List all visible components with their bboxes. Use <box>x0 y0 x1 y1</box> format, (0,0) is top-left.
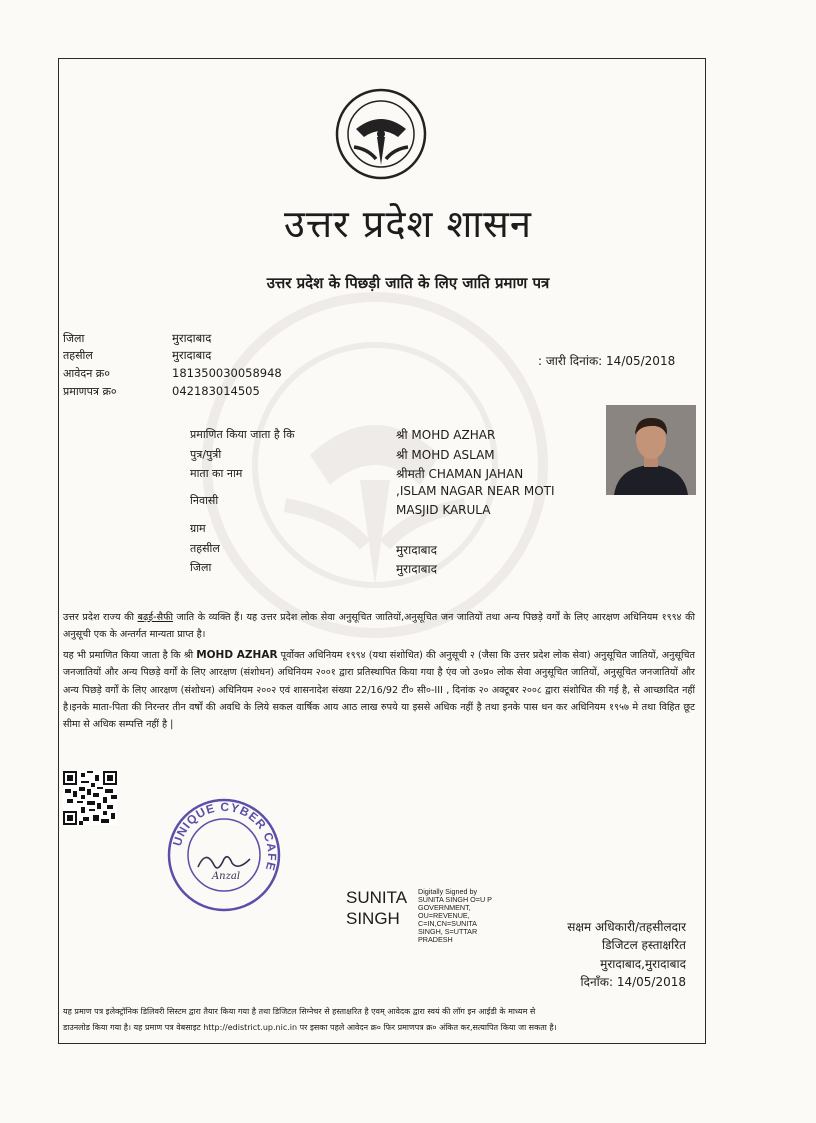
issue-date <box>538 352 675 369</box>
signer-name-line-2: SINGH <box>346 909 400 928</box>
resident-label: निवासी <box>190 494 219 507</box>
signature-info-line: SUNITA SINGH O=U P <box>418 895 492 904</box>
signature-info-line: GOVERNMENT, <box>418 903 471 912</box>
signature-info-line: PRADESH <box>418 935 453 944</box>
field-district-label: जिला <box>190 561 212 574</box>
main-title: उत्तर प्रदेश शासन <box>284 202 532 246</box>
applicant-photo <box>606 405 696 495</box>
officer-date <box>580 973 686 990</box>
signer-name <box>346 887 407 929</box>
field-district-value: मुरादाबाद <box>396 562 438 576</box>
son-daughter-label: पुत्र/पुत्री <box>190 448 222 461</box>
officer-title: सक्षम अधिकारी/तहसीलदार <box>567 920 686 934</box>
son-daughter-value: श्री MOHD ASLAM <box>396 448 495 462</box>
stamp-ring-text: UNIQUE CYBER CAFE <box>169 799 280 873</box>
certificate-no-label: प्रमाणपत्र क्र० <box>63 385 117 398</box>
mother-value: श्रीमती CHAMAN JAHAN <box>396 467 524 481</box>
officer-date-label: दिनाँक: <box>580 975 613 989</box>
certification-paragraph-start: यह भी प्रमाणित किया जाता है कि श्री <box>63 650 197 661</box>
certification-paragraph-end: पूर्वोक्त अधिनियम १९९४ (यथा संशोधित) की अनुसूची २ (जैसा कि उत्तर प्रदेश लोक सेवा) अनुसूचित जातियों, अनुसूचित जनजातियों और अन्य पिछड़े वर्गों के लिए आरक्षण (संशोधन) अधिनियम २००१ द्वारा प्रतिस्थापित किया गया है एंव जो उ०प्र० लोक सेवा अनुसूचित जातियों, अनुसूचित जनजातियों और अन्य पिछड़े वर्गों के लिए आरक्षण (संशोधन) अधिनियम २००२ एवं शासनादेश संख्या 22/16/92 टी० सी०-III , दिनांक २० अक्टूबर २००८ द्वारा संशोधित की गई है, से आच्छादित नहीं है।इनके माता-पिता की निरन्तर तीन वर्षों की अवधि के लिये सकल वार्षिक आय आठ लाख रुपये या इससे अधिक नहीं है तथा इनके पास धन कर अधिनियम १९५७ मे तथा विहित छूट सीमा से अधिक सम्पत्ति नहीं है | <box>63 650 695 731</box>
field-tehsil-value: मुरादाबाद <box>396 543 438 557</box>
signature-info-line: OU=REVENUE, <box>418 911 470 920</box>
resident-line-1: ,ISLAM NAGAR NEAR MOTI <box>396 484 555 498</box>
district-label: जिला <box>63 332 85 345</box>
tehsil-label: तहसील <box>63 349 93 362</box>
footer-note <box>63 1004 697 1036</box>
caste-paragraph-end: जाति के व्यक्ति हैं। यह उत्तर प्रदेश लोक सेवा अनुसूचित जातियों,अनुसूचित जन जातियों तथा अन्य पिछड़े वर्गों के लिए आरक्षण अधिनियम १९९४ की अनुसूची एक के अन्तर्गत मान्यता प्राप्त है। <box>63 612 695 641</box>
mother-label: माता का नाम <box>190 467 243 480</box>
signer-name-line-1: SUNITA <box>346 888 408 907</box>
certificate-no-value: 042183014505 <box>172 384 260 398</box>
stamp-signature: Anzal <box>211 871 241 882</box>
tehsil-value: मुरादाबाद <box>172 348 212 362</box>
applicant-name-bold: MOHD AZHAR <box>196 649 278 661</box>
caste-paragraph-start: उत्तर प्रदेश राज्य की <box>63 612 138 623</box>
cyber-cafe-stamp <box>166 797 282 913</box>
certified-value: श्री MOHD AZHAR <box>396 428 496 442</box>
footer-line-2: डाउनलोड किया गया है। यह प्रमाण पत्र वेबसाइट http://edistrict.up.nic.in पर इसका पहले आवेदन क्र० फिर प्रमाणपत्र क्र० अंकित कर,सत्यापित किया जा सकता है। <box>63 1023 557 1032</box>
caste-name: बढ़ई-सैफी <box>137 612 173 623</box>
certified-label: प्रमाणित किया जाता है कि <box>190 428 295 441</box>
digitally-signed-text: डिजिटल हस्ताक्षरित <box>602 938 686 952</box>
signature-info-line: SINGH, S=UTTAR <box>418 927 478 936</box>
issue-date-value: 14/05/2018 <box>606 354 676 368</box>
certification-paragraph <box>63 647 695 733</box>
officer-place: मुरादाबाद,मुरादाबाद <box>600 957 686 971</box>
village-label: ग्राम <box>190 522 206 535</box>
svg-text:UNIQUE CYBER CAFE <box>170 800 279 873</box>
qr-code-icon <box>63 771 117 825</box>
caste-paragraph <box>63 609 695 644</box>
field-tehsil-label: तहसील <box>190 542 220 555</box>
up-government-emblem-icon <box>334 87 428 181</box>
signature-info-line: Digitally Signed by <box>418 887 478 896</box>
person-photo-icon <box>606 405 696 495</box>
resident-line-2: MASJID KARULA <box>396 503 491 517</box>
issue-date-label: : जारी दिनांक: <box>538 354 603 368</box>
application-no-label: आवेदन क्र० <box>63 367 110 380</box>
certificate-subtitle: उत्तर प्रदेश के पिछड़ी जाति के लिए जाति प्रमाण पत्र <box>266 274 550 292</box>
officer-date-value: 14/05/2018 <box>616 975 686 989</box>
signature-info-line: C=IN,CN=SUNITA <box>418 919 477 928</box>
district-value: मुरादाबाद <box>172 331 212 345</box>
footer-line-1: यह प्रमाण पत्र इलेक्ट्रॉनिक डिलिवरी सिस्टम द्वारा तैयार किया गया है तथा डिजिटल सिग्नेचर से हस्ताक्षरित है एवम् आवेदक द्वारा स्वयं की लॉग इन आईडी के माध्यम से <box>63 1007 536 1016</box>
digital-signature-info <box>418 888 492 944</box>
application-no-value: 181350030058948 <box>172 366 282 380</box>
